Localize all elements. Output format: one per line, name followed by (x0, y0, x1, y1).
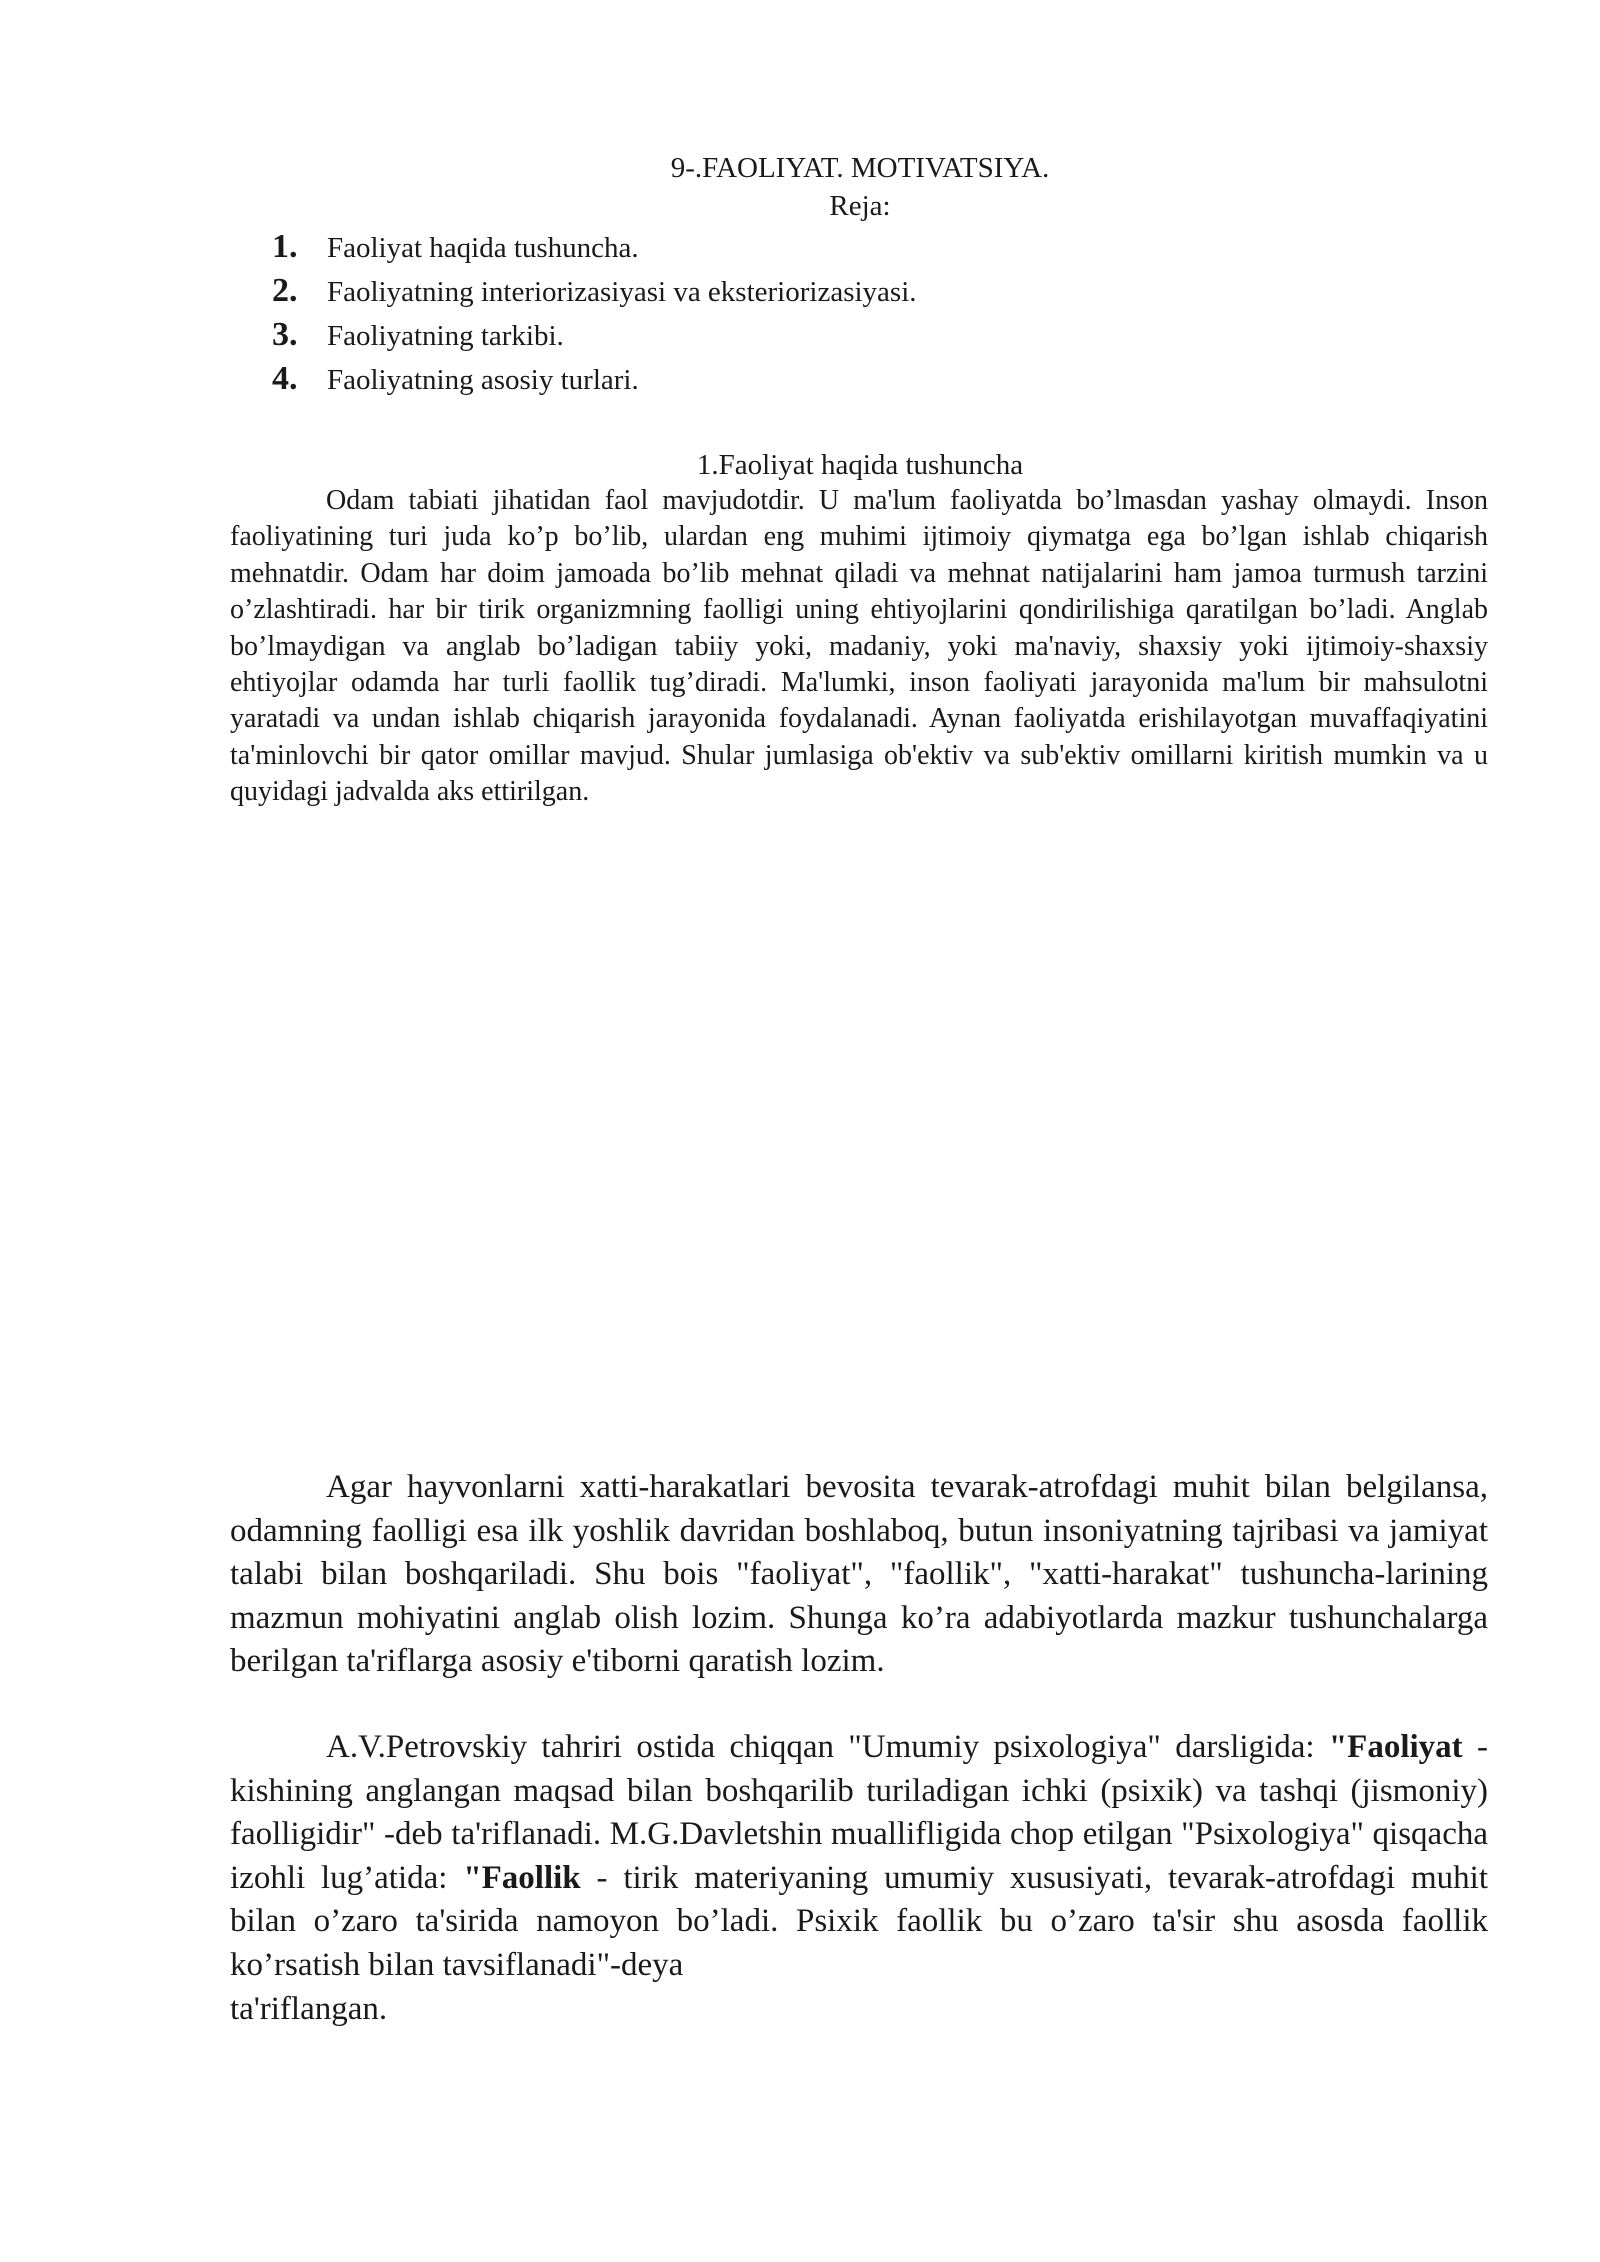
plan-item-number: 1. (272, 228, 298, 265)
definition-text: - tirik materiyaning umumiy xususiyati, tevarak-atrofdagi muhit bilan o’zaro ta'sirida namoyon bo’ladi. Psixik faollik bu o’zaro ta'sir shu asosda faollik ko’rsatish bilan tavsiflanadi"-deya (230, 1859, 1488, 1983)
plan-item (272, 272, 917, 316)
plan-item-text: Faoliyat haqida tushuncha. (327, 232, 639, 264)
plan-item-text: Faoliyatning interiorizasiyasi va eksteriorizasiyasi. (327, 276, 917, 308)
plan-item-text: Faoliyatning tarkibi. (327, 320, 564, 352)
plan-item (272, 228, 917, 272)
plan-list (272, 228, 917, 404)
term-faoliyat: "Faoliyat (1328, 1729, 1463, 1765)
definition-text: A.V.Petrovskiy tahriri ostida chiqqan "Umumiy psixologiya" darsligida: (326, 1729, 1329, 1765)
paragraph-last-line: ta'riflangan. (230, 1991, 388, 2027)
term-faollik: "Faollik (463, 1859, 581, 1896)
plan-item-number: 3. (272, 316, 298, 353)
plan-item (272, 316, 917, 360)
section-title: 1.Faoliyat haqida tushuncha (696, 449, 1024, 481)
document-title: 9-.FAOLIYAT. MOTIVATSIYA. (670, 152, 1050, 184)
plan-heading: Reja: (829, 190, 891, 222)
plan-item (272, 360, 917, 404)
paragraph-behavior: Agar hayvonlarni xatti-harakatlari bevosita tevarak-atrofdagi muhit bilan belgilansa, odamning faolligi esa ilk yoshlik davridan boshlaboq, butun insoniyatning tajribasi va jamiyat talabi bilan boshqariladi. Shu bois "faoliyat", "faollik", "xatti-harakat" tushuncha-larining mazmun mohiyatini anglab olish lozim. Shunga ko’ra adabiyotlarda mazkur tushunchalarga berilgan ta'riflarga asosiy e'tiborni qaratish lozim. (230, 1469, 1488, 1679)
paragraph-intro: Odam tabiati jihatidan faol mavjudotdir. U ma'lum faoliyatda bo’lmasdan yashay olmaydi. Inson faoliyatining turi juda ko’p bo’lib, ulardan eng muhimi ijtimoiy qiymatga ega bo’lgan ishlab chiqarish mehnatdir. Odam har doim jamoada bo’lib mehnat qiladi va mehnat natijalarini ham jamoa turmush tarzini o’zlashtiradi. har bir tirik organizmning faolligi uning ehtiyojlarini qondirilishiga qaratilgan bo’ladi. Anglab bo’lmaydigan va anglab bo’ladigan tabiiy yoki, madaniy, yoki ma'naviy, shaxsiy yoki ijtimoiy-shaxsiy ehtiyojlar odamda har turli faollik tug’diradi. Ma'lumki, inson faoliyati jarayonida ma'lum bir mahsulotni yaratadi va undan ishlab chiqarish jarayonida foydalanadi. Aynan faoliyatda erishilayotgan muvaffaqiyatini ta'minlovchi bir qator omillar mavjud. Shular jumlasiga ob'ektiv va sub'ektiv omillarni kiritish mumkin va u quyidagi jadvalda aks ettirilgan. (230, 485, 1488, 808)
plan-item-number: 2. (272, 272, 298, 309)
plan-item-text: Faoliyatning asosiy turlari. (327, 364, 639, 396)
plan-item-number: 4. (272, 360, 298, 397)
paragraph-definitions (230, 1726, 1488, 1987)
definition-text: - kishining anglangan maqsad bilan boshqarilib turiladigan ichki (psixik) va tashqi (jismoniy) faolligidir" -deb ta'riflanadi. M.G.Davletshin muallifligida chop etilgan "Psixologiya" qisqacha izohli lug’atida: (230, 1729, 1488, 1896)
